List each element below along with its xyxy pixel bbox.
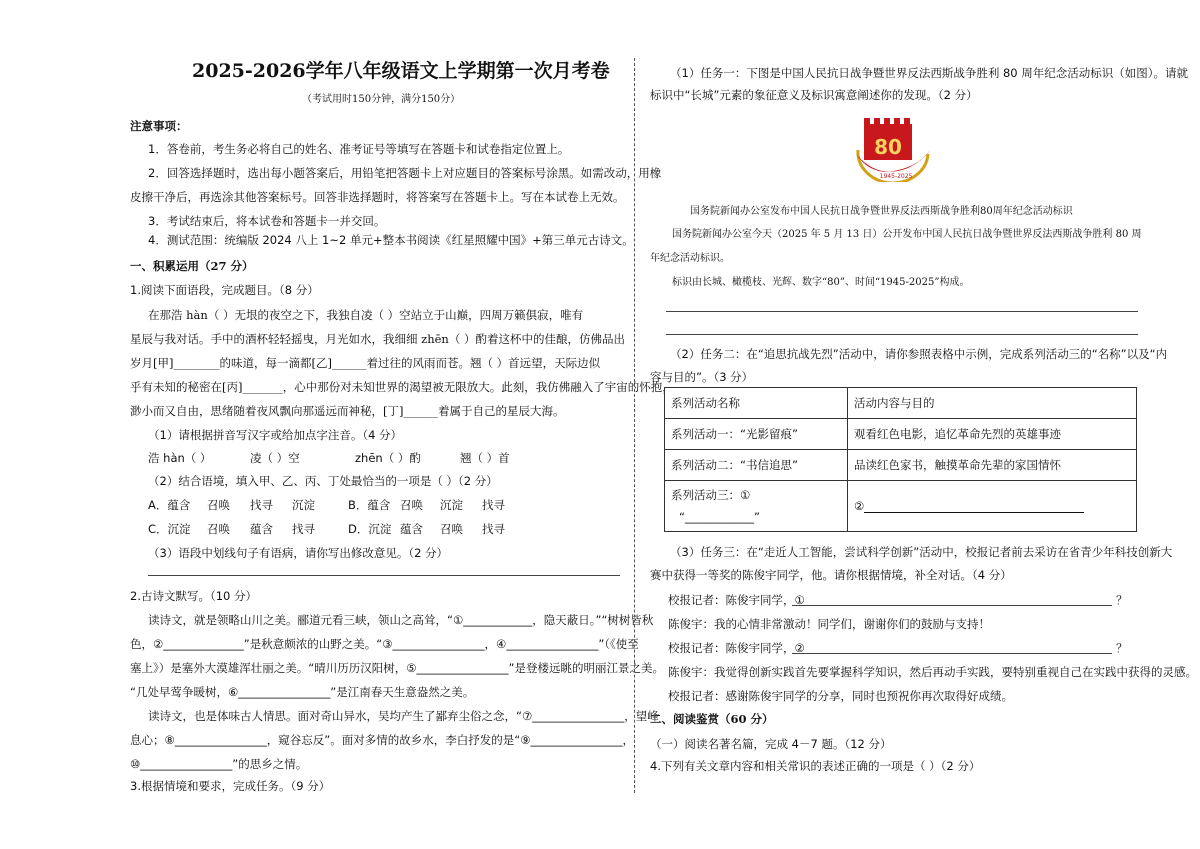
q1-sub1: （1）请根据拼音写汉字或给加点字注音。（4 分） [148, 428, 403, 442]
option-cell: 沉淀 [292, 498, 315, 512]
q4-stem: 4.下列有关文章内容和相关常识的表述正确的一项是（ ）（2 分） [650, 759, 981, 773]
column-divider [634, 58, 635, 793]
option-cell: 沉淀 [440, 498, 463, 512]
q2-line: 色，②______________”是秋意颇浓的山野之美。“③________________，④________________”（《使至 [130, 637, 639, 651]
table-cell[interactable] [848, 481, 1137, 532]
anniversary-logo [848, 110, 938, 182]
activity3-name-label: 系列活动三：① [671, 488, 751, 502]
task2-line: 容与目的”。（3 分） [650, 370, 754, 384]
q1-passage-line: 在那浩 hàn（ ）无垠的夜空之下，我独自凌（ ）空站立于山巅，四周万籁俱寂，唯有 [148, 308, 584, 322]
option-cell: D．沉淀 [348, 522, 392, 536]
activity3-name-blank[interactable]: “____________” [679, 510, 760, 524]
section2-heading: 二、阅读鉴赏（60 分） [650, 712, 774, 726]
table-cell[interactable] [665, 481, 848, 532]
right-column [640, 0, 1200, 849]
table-cell: 品读红色家书，触摸革命先辈的家国情怀 [848, 450, 1137, 481]
q3-stem: 3.根据情境和要求，完成任务。（9 分） [130, 779, 331, 793]
logo-caption: 国务院新闻办公室发布中国人民抗日战争暨世界反法西斯战争胜利80周年纪念活动标识 [690, 206, 1073, 217]
pinyin-item: zhēn（ ）酌 [355, 451, 421, 465]
option-cell: 召唤 [440, 522, 463, 536]
notes-item: 皮擦干净后，再选涂其他答案标号。回答非选择题时，将答案写在答题卡上。写在本试卷上无效。 [130, 190, 625, 204]
task2-line: （2）任务二：在“追思抗战先烈”活动中，请你参照表格中示例，完成系列活动三的“名称”以及“内 [670, 347, 1168, 361]
activity3-content-label: ② [854, 499, 865, 513]
q2-stem: 2.古诗文默写。（10 分） [130, 589, 258, 603]
option-cell: 召唤 [207, 522, 230, 536]
task1-line: 标识中“长城”元素的象征意义及标识寓意阐述你的发现。（2 分） [650, 88, 978, 102]
section2-part1: （一）阅读名著名篇，完成 4－7 题。（12 分） [650, 737, 892, 751]
notes-item: 2．回答选择题时，选出每小题答案后，用铅笔把答题卡上对应题目的答案标号涂黑。如需改动，用橡 [148, 166, 662, 180]
option-cell: 蕴含 [400, 522, 423, 536]
pinyin-item: 浩 hàn（ ） [148, 451, 212, 465]
answer-line[interactable] [666, 311, 1138, 312]
option-cell: 召唤 [400, 498, 423, 512]
notes-item: 3．考试结束后，将本试卷和答题卡一并交回。 [148, 214, 386, 228]
logo-desc: 标识由长城、橄榄枝、光辉、数字“80”、时间“1945-2025”构成。 [672, 277, 970, 288]
notes-item: 4．测试范围：统编版 2024 八上 1~2 单元+整本书阅读《红星照耀中国》+第三单元古诗文。 [148, 233, 634, 247]
dialogue-line: 校报记者：陈俊宇同学，① [668, 593, 805, 607]
option-cell: 召唤 [207, 498, 230, 512]
option-cell: 蕴含 [250, 522, 273, 536]
logo-desc: 国务院新闻办公室今天（2025 年 5 月 13 日）公开发布中国人民抗日战争暨世界反法西斯战争胜利 80 周 [672, 229, 1142, 240]
q2-line: 塞上》）是塞外大漠雄浑壮丽之美。“晴川历历汉阳树，⑤________________”是登楼远眺的明丽江景之美。 [130, 661, 664, 675]
q1-passage-line: 乎有未知的秘密在[丙]_______，心中那份对未知世界的渴望被无限放大。此刻，我仿佛融入了宇宙的怀抱， [130, 380, 674, 394]
activity-table [664, 387, 1137, 532]
table-cell: 系列活动一：“光影留痕” [665, 419, 848, 450]
q2-line: 读诗文，也是体味古人情思。面对奇山异水，吴均产生了鄙弃尘俗之念，“⑦________________，望峰 [148, 709, 659, 723]
dialogue-line: 校报记者：陈俊宇同学，② [668, 641, 805, 655]
answer-line[interactable] [148, 575, 620, 576]
table-header: 系列活动名称 [665, 388, 848, 419]
q2-line: 息心；⑧________________，窥谷忘反”。面对多情的故乡水，李白抒发的是“⑨________________， [130, 733, 635, 747]
option-cell: C．沉淀 [148, 522, 191, 536]
option-cell: B．蕴含 [348, 498, 391, 512]
table-row [665, 481, 1137, 532]
answer-line[interactable] [792, 605, 1112, 606]
dialogue-line: 陈俊宇：我的心情非常激动！同学们，谢谢你们的鼓励与支持！ [668, 617, 990, 631]
q2-line: “几处早莺争暖树，⑥________________”是江南春天生意盎然之美。 [130, 685, 475, 699]
option-cell: 找寻 [250, 498, 273, 512]
dialogue-line: 陈俊宇：我觉得创新实践首先要掌握科学知识，然后再动手实践，要特别重视自己在实践中获得的灵感。 [668, 665, 1197, 679]
task1-line: （1）任务一：下图是中国人民抗日战争暨世界反法西斯战争胜利 80 周年纪念活动标识（如图）。请就 [670, 66, 1189, 80]
q1-passage-line: 岁月[甲]________的味道，每一滴都[乙]______着过往的风雨而苍。翘（ ）首远望，天际边似 [130, 356, 601, 370]
q2-line: 读诗文，就是领略山川之美。郦道元看三峡，领山之高耸，“①____________，隐天蔽日。”“树树皆秋 [148, 613, 654, 627]
option-cell: 找寻 [482, 522, 505, 536]
q1-sub2: （2）结合语境，填入甲、乙、丙、丁处最恰当的一项是（ ）（2 分） [148, 474, 498, 488]
notes-heading: 注意事项： [130, 119, 188, 133]
page-title: 2025-2026学年八年级语文上学期第一次月考卷 [192, 60, 610, 82]
q1-sub3: （3）语段中划线句子有语病，请你写出修改意见。（2 分） [148, 546, 449, 560]
option-cell: 找寻 [292, 522, 315, 536]
logo-years: 1945-2025 [879, 173, 913, 180]
answer-line[interactable] [666, 334, 1138, 335]
notes-item: 1．答卷前，考生务必将自己的姓名、准考证号等填写在答题卡和试卷指定位置上。 [148, 142, 570, 156]
dialogue-line: 校报记者：感谢陈俊宇同学的分享，同时也预祝你再次取得好成绩。 [668, 689, 1013, 703]
q1-stem: 1.阅读下面语段，完成题目。（8 分） [130, 283, 319, 297]
exam-time-note: （考试用时150分钟，满分150分） [302, 94, 461, 105]
logo-number: 80 [874, 135, 902, 159]
answer-line[interactable] [792, 653, 1112, 654]
logo-desc: 年纪念活动标识。 [650, 253, 730, 264]
table-row [665, 419, 1137, 450]
q1-passage-line: 星辰与我对话。手中的酒杯轻轻摇曳，月光如水，我细细 zhēn（ ）酌着这杯中的佳酿，仿佛品出 [130, 332, 625, 346]
pinyin-item: 翘（ ）首 [460, 451, 510, 465]
task3-line: （3）任务三：在“走近人工智能，尝试科学创新”活动中，校报记者前去采访在省青少年科技创新大 [670, 545, 1173, 559]
option-cell: A．蕴含 [148, 498, 191, 512]
pinyin-item: 凌（ ）空 [250, 451, 300, 465]
table-row [665, 450, 1137, 481]
task3-line: 赛中获得一等奖的陈俊宇同学，他。请你根据情境，补全对话。（4 分） [650, 568, 1012, 582]
q1-passage-line: 渺小而又自由，思绪随着夜风飘向那遥远而神秘，[丁]______着属于自己的星辰大海。 [130, 404, 565, 418]
table-cell: 系列活动二：“书信追思” [665, 450, 848, 481]
option-cell: 找寻 [482, 498, 505, 512]
q2-line: ⑩________________”的思乡之情。 [130, 757, 308, 771]
question-mark: ？ [1116, 641, 1128, 655]
table-cell: 观看红色电影，追忆革命先烈的英雄事迹 [848, 419, 1137, 450]
section1-heading: 一、积累运用（27 分） [130, 259, 254, 273]
activity3-content-blank[interactable] [864, 500, 1084, 513]
question-mark: ？ [1116, 593, 1128, 607]
table-header: 活动内容与目的 [848, 388, 1137, 419]
